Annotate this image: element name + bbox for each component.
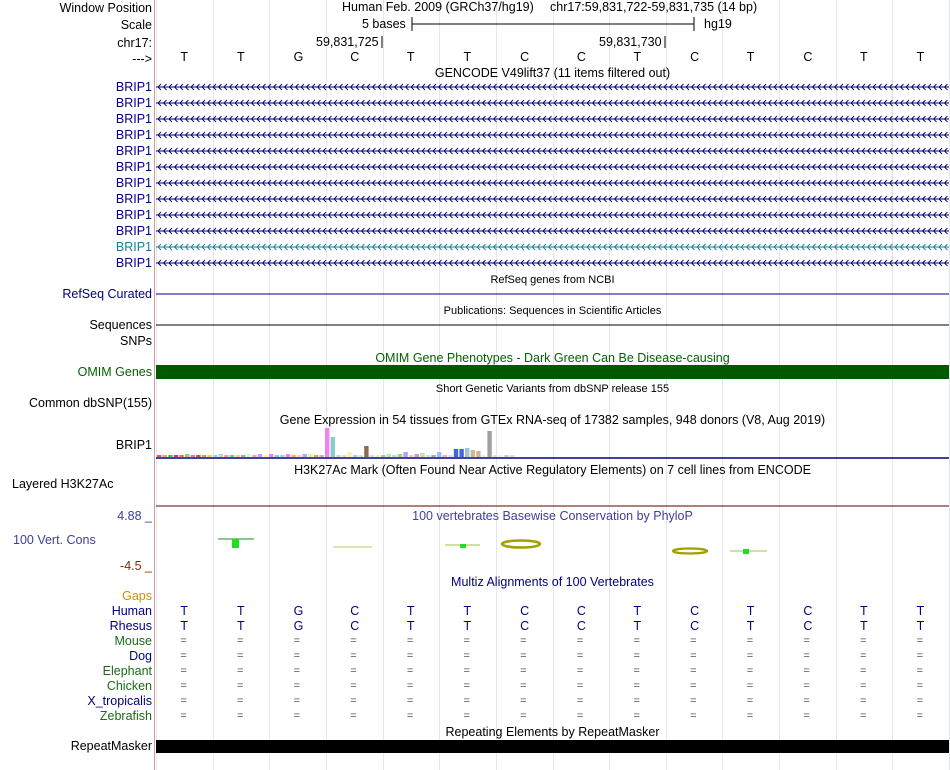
db-label: hg19 bbox=[704, 17, 732, 31]
gencode-gene-label[interactable]: BRIP1 bbox=[115, 112, 152, 126]
gtex-tissue-bar bbox=[286, 454, 290, 457]
alignment-match: = bbox=[916, 635, 924, 647]
alignment-match: = bbox=[463, 635, 470, 647]
alignment-match: = bbox=[633, 635, 640, 647]
alignment-match: = bbox=[633, 710, 640, 722]
base-letter: T bbox=[633, 50, 642, 64]
alignment-base: C bbox=[576, 604, 586, 618]
gtex-tissue-bar bbox=[381, 455, 385, 457]
alignment-match: = bbox=[180, 635, 187, 647]
alignment-match: = bbox=[576, 710, 584, 722]
gtex-tissue-bar bbox=[364, 446, 368, 457]
gtex-tissue-bar bbox=[510, 455, 514, 457]
gtex-tissue-bar bbox=[487, 431, 491, 457]
gtex-tissue-bar bbox=[319, 455, 323, 457]
gtex-tissue-bar bbox=[207, 455, 211, 457]
species-label[interactable]: Zebrafish bbox=[99, 709, 152, 723]
alignment-match: = bbox=[520, 710, 527, 722]
refseq-track-label[interactable]: RefSeq Curated bbox=[62, 287, 152, 301]
alignment-match: = bbox=[633, 650, 640, 662]
alignment-base: T bbox=[463, 619, 472, 633]
phylop-mark bbox=[460, 544, 466, 548]
alignment-match: = bbox=[293, 695, 301, 707]
gtex-tissue-bar bbox=[387, 454, 391, 457]
gtex-tissue-bar bbox=[224, 455, 228, 457]
gtex-tissue-bar bbox=[314, 455, 318, 457]
dbsnp-track-label[interactable]: Common dbSNP(155) bbox=[29, 396, 152, 410]
alignment-match: = bbox=[463, 710, 470, 722]
gencode-gene-label[interactable]: BRIP1 bbox=[115, 160, 152, 174]
gtex-tissue-bar bbox=[476, 451, 480, 457]
alignment-match: = bbox=[916, 695, 924, 707]
gtex-tissue-bar bbox=[275, 455, 279, 457]
gtex-tissue-bar bbox=[252, 455, 256, 457]
assembly-title[interactable]: Human Feb. 2009 (GRCh37/hg19) bbox=[342, 0, 534, 14]
alignment-base: T bbox=[180, 619, 188, 633]
alignment-match: = bbox=[293, 635, 301, 647]
alignment-base: T bbox=[860, 604, 868, 618]
gtex-tissue-bar bbox=[347, 452, 351, 457]
gencode-gene-label[interactable]: BRIP1 bbox=[115, 240, 152, 254]
alignment-match: = bbox=[180, 680, 187, 692]
gtex-tissue-bar bbox=[157, 455, 161, 457]
alignment-match: = bbox=[236, 635, 244, 647]
alignment-match: = bbox=[520, 695, 527, 707]
alignment-match: = bbox=[860, 680, 867, 692]
gencode-gene-label[interactable]: BRIP1 bbox=[115, 208, 152, 222]
alignment-match: = bbox=[576, 635, 584, 647]
alignment-match: = bbox=[463, 680, 470, 692]
gtex-tissue-bar bbox=[443, 455, 447, 457]
alignment-base: T bbox=[406, 619, 415, 633]
phylop-mark bbox=[502, 541, 540, 548]
alignment-match: = bbox=[746, 635, 754, 647]
alignment-base: T bbox=[916, 619, 925, 633]
alignment-match: = bbox=[916, 665, 924, 677]
gencode-gene-label[interactable]: BRIP1 bbox=[115, 256, 152, 270]
multiz-track-title[interactable]: Multiz Alignments of 100 Vertebrates bbox=[451, 575, 654, 589]
omim-track-title[interactable]: OMIM Gene Phenotypes - Dark Green Can Be Disease-causing bbox=[375, 351, 730, 365]
alignment-base: T bbox=[406, 604, 415, 618]
alignment-match: = bbox=[576, 650, 584, 662]
strand-label[interactable]: ---> bbox=[132, 52, 152, 66]
alignment-base: G bbox=[293, 619, 304, 633]
gencode-gene-label[interactable]: BRIP1 bbox=[115, 80, 152, 94]
alignment-base: T bbox=[860, 619, 868, 633]
alignment-match: = bbox=[406, 695, 414, 707]
alignment-match: = bbox=[180, 650, 187, 662]
alignment-base: C bbox=[520, 604, 530, 618]
snps-track-label[interactable]: SNPs bbox=[120, 334, 152, 348]
gtex-tissue-bar bbox=[297, 455, 301, 457]
base-letter: C bbox=[803, 50, 813, 64]
alignment-match: = bbox=[803, 695, 810, 707]
base-letter: G bbox=[293, 50, 304, 64]
gtex-tissue-bar bbox=[179, 455, 183, 457]
alignment-match: = bbox=[463, 665, 470, 677]
gtex-tissue-bar bbox=[342, 455, 346, 457]
gtex-tissue-bar bbox=[493, 455, 497, 457]
phylop-track-title[interactable]: 100 vertebrates Basewise Conservation by PhyloP bbox=[412, 509, 693, 523]
species-label[interactable]: Dog bbox=[129, 649, 152, 663]
gtex-tissue-bar bbox=[325, 428, 329, 457]
gtex-tissue-bar bbox=[353, 455, 357, 457]
alignment-base: T bbox=[180, 604, 188, 618]
alignment-match: = bbox=[236, 650, 244, 662]
alignment-match: = bbox=[916, 650, 924, 662]
alignment-match: = bbox=[463, 650, 470, 662]
gtex-tissue-bar bbox=[431, 455, 435, 457]
species-label[interactable]: X_tropicalis bbox=[87, 694, 152, 708]
omim-track-label[interactable]: OMIM Genes bbox=[77, 365, 152, 379]
repeatmasker-track-label[interactable]: RepeatMasker bbox=[70, 739, 152, 753]
alignment-base: C bbox=[803, 619, 813, 633]
alignment-match: = bbox=[576, 665, 584, 677]
alignment-match: = bbox=[860, 710, 867, 722]
gtex-tissue-bar bbox=[258, 454, 262, 457]
base-letter: C bbox=[576, 50, 586, 64]
publications-track-label[interactable]: Sequences bbox=[89, 318, 152, 332]
alignment-match: = bbox=[236, 680, 244, 692]
alignment-base: C bbox=[520, 619, 530, 633]
alignment-match: = bbox=[576, 695, 584, 707]
gtex-tissue-bar bbox=[499, 455, 503, 457]
alignment-base: T bbox=[236, 604, 245, 618]
alignment-match: = bbox=[633, 665, 640, 677]
gtex-tissue-bar bbox=[392, 455, 396, 457]
publications-track-title[interactable]: Publications: Sequences in Scientific Articles bbox=[443, 305, 662, 317]
alignment-match: = bbox=[690, 680, 697, 692]
gtex-tissue-bar bbox=[482, 455, 486, 457]
gencode-gene-label[interactable]: BRIP1 bbox=[115, 192, 152, 206]
alignment-match: = bbox=[803, 650, 810, 662]
alignment-match: = bbox=[690, 710, 697, 722]
gtex-tissue-bar bbox=[291, 455, 295, 457]
alignment-base: C bbox=[576, 619, 586, 633]
gtex-tissue-bar bbox=[398, 454, 402, 457]
alignment-base: T bbox=[463, 604, 472, 618]
gtex-tissue-bar bbox=[280, 455, 284, 457]
alignment-match: = bbox=[236, 695, 244, 707]
alignment-match: = bbox=[350, 680, 357, 692]
alignment-match: = bbox=[293, 650, 301, 662]
omim-gene-bar bbox=[156, 365, 949, 379]
alignment-match: = bbox=[406, 650, 414, 662]
gtex-tissue-bar bbox=[235, 455, 239, 457]
base-letter: T bbox=[746, 50, 755, 64]
gtex-tissue-bar bbox=[375, 455, 379, 457]
alignment-match: = bbox=[236, 665, 244, 677]
species-label[interactable]: Chicken bbox=[106, 679, 152, 693]
alignment-base: T bbox=[633, 604, 642, 618]
alignment-match: = bbox=[350, 665, 357, 677]
scale-text: 5 bases bbox=[362, 17, 406, 31]
alignment-match: = bbox=[350, 635, 357, 647]
gtex-tissue-bar bbox=[219, 454, 223, 457]
base-letter: T bbox=[180, 50, 188, 64]
h3k27ac-track-label[interactable]: Layered H3K27Ac bbox=[12, 477, 114, 491]
window-position-label: Window Position bbox=[59, 1, 152, 15]
gtex-tissue-bar bbox=[269, 454, 273, 457]
alignment-base: C bbox=[803, 604, 813, 618]
gtex-tissue-bar bbox=[471, 450, 475, 457]
species-label[interactable]: Human bbox=[111, 604, 152, 618]
base-letter: C bbox=[690, 50, 700, 64]
alignment-match: = bbox=[463, 695, 470, 707]
gencode-gene-label[interactable]: BRIP1 bbox=[115, 224, 152, 238]
gtex-tissue-bar bbox=[331, 437, 335, 457]
gtex-tissue-bar bbox=[202, 455, 206, 457]
alignment-base: C bbox=[350, 604, 360, 618]
alignment-base: T bbox=[916, 604, 925, 618]
gaps-label[interactable]: Gaps bbox=[122, 589, 152, 603]
gtex-tissue-bar bbox=[303, 454, 307, 457]
alignment-match: = bbox=[860, 695, 867, 707]
alignment-match: = bbox=[180, 665, 187, 677]
alignment-match: = bbox=[916, 680, 924, 692]
alignment-base: C bbox=[690, 604, 700, 618]
base-letter: T bbox=[236, 50, 245, 64]
alignment-match: = bbox=[690, 695, 697, 707]
alignment-match: = bbox=[690, 635, 697, 647]
alignment-match: = bbox=[406, 710, 414, 722]
alignment-match: = bbox=[406, 665, 414, 677]
gtex-tissue-bar bbox=[196, 455, 200, 457]
alignment-match: = bbox=[520, 680, 527, 692]
alignment-match: = bbox=[406, 635, 414, 647]
coord-label-1: 59,831,725 bbox=[316, 35, 379, 49]
alignment-match: = bbox=[803, 680, 810, 692]
phylop-track-label[interactable]: 100 Vert. Cons bbox=[13, 533, 96, 547]
alignment-match: = bbox=[690, 650, 697, 662]
alignment-match: = bbox=[860, 650, 867, 662]
gtex-track-title[interactable]: Gene Expression in 54 tissues from GTEx RNA-seq of 17382 samples, 948 donors (V8, Aug 2019) bbox=[279, 413, 826, 427]
gtex-tissue-bar bbox=[415, 454, 419, 457]
gtex-tissue-bar bbox=[370, 455, 374, 457]
gtex-tissue-bar bbox=[241, 455, 245, 457]
alignment-match: = bbox=[180, 710, 187, 722]
species-label[interactable]: Rhesus bbox=[109, 619, 152, 633]
alignment-match: = bbox=[293, 680, 301, 692]
gtex-tissue-bar bbox=[426, 455, 430, 457]
alignment-match: = bbox=[803, 635, 810, 647]
repeatmasker-track-title[interactable]: Repeating Elements by RepeatMasker bbox=[445, 725, 660, 739]
alignment-match: = bbox=[180, 695, 187, 707]
gtex-tissue-bar bbox=[403, 452, 407, 457]
alignment-match: = bbox=[406, 680, 414, 692]
alignment-match: = bbox=[350, 650, 357, 662]
alignment-match: = bbox=[746, 680, 754, 692]
position-readout[interactable]: chr17:59,831,722-59,831,735 (14 bp) bbox=[550, 0, 758, 14]
phylop-max-label: 4.88 _ bbox=[117, 509, 152, 523]
base-letter: T bbox=[463, 50, 472, 64]
phylop-mark bbox=[743, 549, 749, 554]
gtex-tissue-bar bbox=[459, 449, 463, 457]
alignment-match: = bbox=[746, 710, 754, 722]
alignment-match: = bbox=[520, 665, 527, 677]
gtex-tissue-bar bbox=[359, 455, 363, 457]
gtex-tissue-bar bbox=[454, 449, 458, 457]
alignment-match: = bbox=[633, 680, 640, 692]
gtex-tissue-bar bbox=[263, 455, 267, 457]
gtex-tissue-bar bbox=[420, 453, 424, 457]
base-letter: T bbox=[916, 50, 925, 64]
h3k27ac-track-title[interactable]: H3K27Ac Mark (Often Found Near Active Regulatory Elements) on 7 cell lines from ENCODE bbox=[294, 463, 811, 477]
gtex-tissue-bar bbox=[504, 455, 508, 457]
base-letter: C bbox=[520, 50, 530, 64]
alignment-match: = bbox=[520, 650, 527, 662]
alignment-match: = bbox=[746, 695, 754, 707]
alignment-match: = bbox=[916, 710, 924, 722]
phylop-min-label: -4.5 _ bbox=[120, 559, 152, 573]
dbsnp-track-title[interactable]: Short Genetic Variants from dbSNP release 155 bbox=[435, 383, 670, 395]
alignment-match: = bbox=[860, 665, 867, 677]
scale-label[interactable]: Scale bbox=[120, 18, 152, 32]
gtex-track-label[interactable]: BRIP1 bbox=[115, 438, 152, 452]
chrom-label[interactable]: chr17: bbox=[117, 36, 152, 50]
gencode-gene-label[interactable]: BRIP1 bbox=[115, 128, 152, 142]
alignment-match: = bbox=[633, 695, 640, 707]
alignment-match: = bbox=[803, 665, 810, 677]
gtex-tissue-bar bbox=[465, 448, 469, 457]
alignment-base: C bbox=[350, 619, 360, 633]
alignment-base: T bbox=[746, 604, 755, 618]
repeatmasker-bar bbox=[156, 740, 949, 753]
gtex-tissue-bar bbox=[247, 454, 251, 457]
gtex-tissue-bar bbox=[437, 452, 441, 457]
gtex-tissue-bar bbox=[185, 454, 189, 457]
gtex-tissue-bar bbox=[163, 455, 167, 457]
gencode-gene-label[interactable]: BRIP1 bbox=[115, 96, 152, 110]
alignment-match: = bbox=[803, 710, 810, 722]
alignment-match: = bbox=[293, 710, 301, 722]
gencode-gene-label[interactable]: BRIP1 bbox=[115, 144, 152, 158]
phylop-mark bbox=[232, 539, 239, 548]
gtex-tissue-bar bbox=[213, 455, 217, 457]
alignment-base: T bbox=[746, 619, 755, 633]
alignment-match: = bbox=[520, 635, 527, 647]
gtex-tissue-bar bbox=[230, 455, 234, 457]
coord-label-2: 59,831,730 bbox=[599, 35, 662, 49]
alignment-match: = bbox=[860, 635, 867, 647]
alignment-match: = bbox=[746, 665, 754, 677]
species-label[interactable]: Mouse bbox=[114, 634, 152, 648]
gtex-tissue-bar bbox=[174, 455, 178, 457]
gtex-tissue-bar bbox=[191, 455, 195, 457]
gtex-tissue-bar bbox=[409, 455, 413, 457]
base-letter: T bbox=[860, 50, 868, 64]
alignment-match: = bbox=[690, 665, 697, 677]
alignment-match: = bbox=[746, 650, 754, 662]
alignment-base: C bbox=[690, 619, 700, 633]
gtex-tissue-bar bbox=[448, 455, 452, 457]
gtex-tissue-bar bbox=[336, 455, 340, 457]
gencode-gene-label[interactable]: BRIP1 bbox=[115, 176, 152, 190]
alignment-base: G bbox=[293, 604, 304, 618]
alignment-match: = bbox=[350, 710, 357, 722]
base-letter: C bbox=[350, 50, 360, 64]
gtex-tissue-bar bbox=[168, 455, 172, 457]
gencode-track-title[interactable]: GENCODE V49lift37 (11 items filtered out) bbox=[434, 66, 671, 80]
gtex-tissue-bar bbox=[308, 454, 312, 457]
refseq-track-title[interactable]: RefSeq genes from NCBI bbox=[490, 274, 615, 286]
alignment-match: = bbox=[576, 680, 584, 692]
alignment-base: T bbox=[633, 619, 642, 633]
alignment-match: = bbox=[236, 710, 244, 722]
phylop-mark bbox=[673, 549, 707, 554]
base-letter: T bbox=[406, 50, 415, 64]
alignment-match: = bbox=[350, 695, 357, 707]
alignment-match: = bbox=[293, 665, 301, 677]
alignment-base: T bbox=[236, 619, 245, 633]
species-label[interactable]: Elephant bbox=[102, 664, 152, 678]
